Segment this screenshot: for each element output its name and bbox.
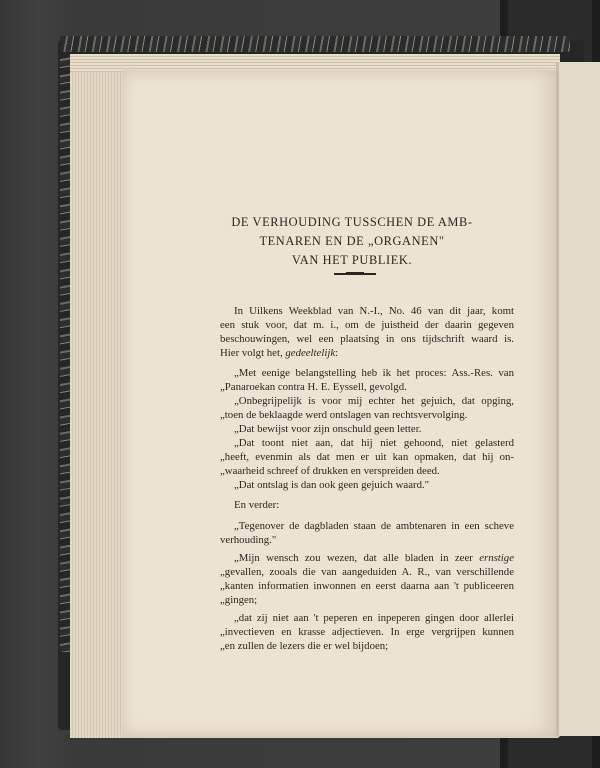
quote-line: „dat zij niet aan 't peperen en inpeperen gingen door allerlei	[234, 612, 514, 624]
quote-line: „Dat bewijst voor zijn onschuld geen letter.	[234, 423, 422, 435]
facing-page-edge	[556, 62, 600, 736]
quote-line: „Mijn wensch zou wezen, dat alle bladen in zeer ernstige	[234, 552, 514, 564]
text-line: een stuk voor, dat m. i., om de juistheid der daarin gegeven	[220, 319, 514, 331]
article-title	[202, 213, 502, 270]
text-line: In Uilkens Weekblad van N.-I., No. 46 van dit jaar, komt	[234, 305, 514, 317]
quote-line: „Dat ontslag is dan ook geen gejuich waard."	[234, 479, 430, 491]
quote-line: „gingen;	[220, 594, 258, 606]
quote-line: „waarheid schreef of drukken en verspreiden deed.	[220, 465, 440, 477]
title-line-3: VAN HET PUBLIEK.	[291, 253, 413, 267]
quote-line: „gevallen, zooals die van aangeduiden A. R., van verschillende	[220, 566, 514, 578]
marbled-binding-top	[60, 36, 570, 52]
title-line-1: DE VERHOUDING TUSSCHEN DE AMB-	[231, 215, 473, 229]
quote-line: „Onbegrijpelijk is voor mij echter het gejuich, dat opging,	[234, 395, 514, 407]
quote-line: verhouding."	[220, 534, 277, 546]
quote-line: „kanten informatien inwonnen en eerst daarna aan 't publiceeren	[220, 580, 514, 592]
quote-line: „Tegenover de dagbladen staan de ambtenaren in een scheve	[234, 520, 514, 532]
title-divider	[334, 273, 376, 275]
text-line: En verder:	[234, 499, 280, 511]
quote-line: „Met eenige belangstelling heb ik het proces: Ass.-Res. van	[234, 367, 514, 379]
quote-line: „Dat toont niet aan, dat hij niet gehoond, niet gelasterd	[234, 437, 514, 449]
quote-line: „toen de beklaagde werd ontslagen van rechtsvervolging.	[220, 409, 468, 421]
title-line-2: TENAREN EN DE „ORGANEN"	[259, 234, 445, 248]
quote-line: „invectieven en krasse adjectieven. In erge vergrijpen kunnen	[220, 626, 514, 638]
text-line: beschouwingen, wel een plaatsing in ons tijdschrift waard is.	[220, 333, 514, 345]
book-page	[122, 70, 556, 736]
quote-line: „en zullen de lezers die er wel bijdoen;	[220, 640, 389, 652]
page-text	[122, 70, 556, 736]
quote-line: „Panaroekan contra H. E. Eyssell, gevolgd.	[220, 381, 407, 393]
quote-line: „heeft, evenmin als dat men er uit kan opmaken, dat hij on-	[220, 451, 514, 463]
text-line: Hier volgt het, gedeeltelijk:	[220, 347, 339, 359]
